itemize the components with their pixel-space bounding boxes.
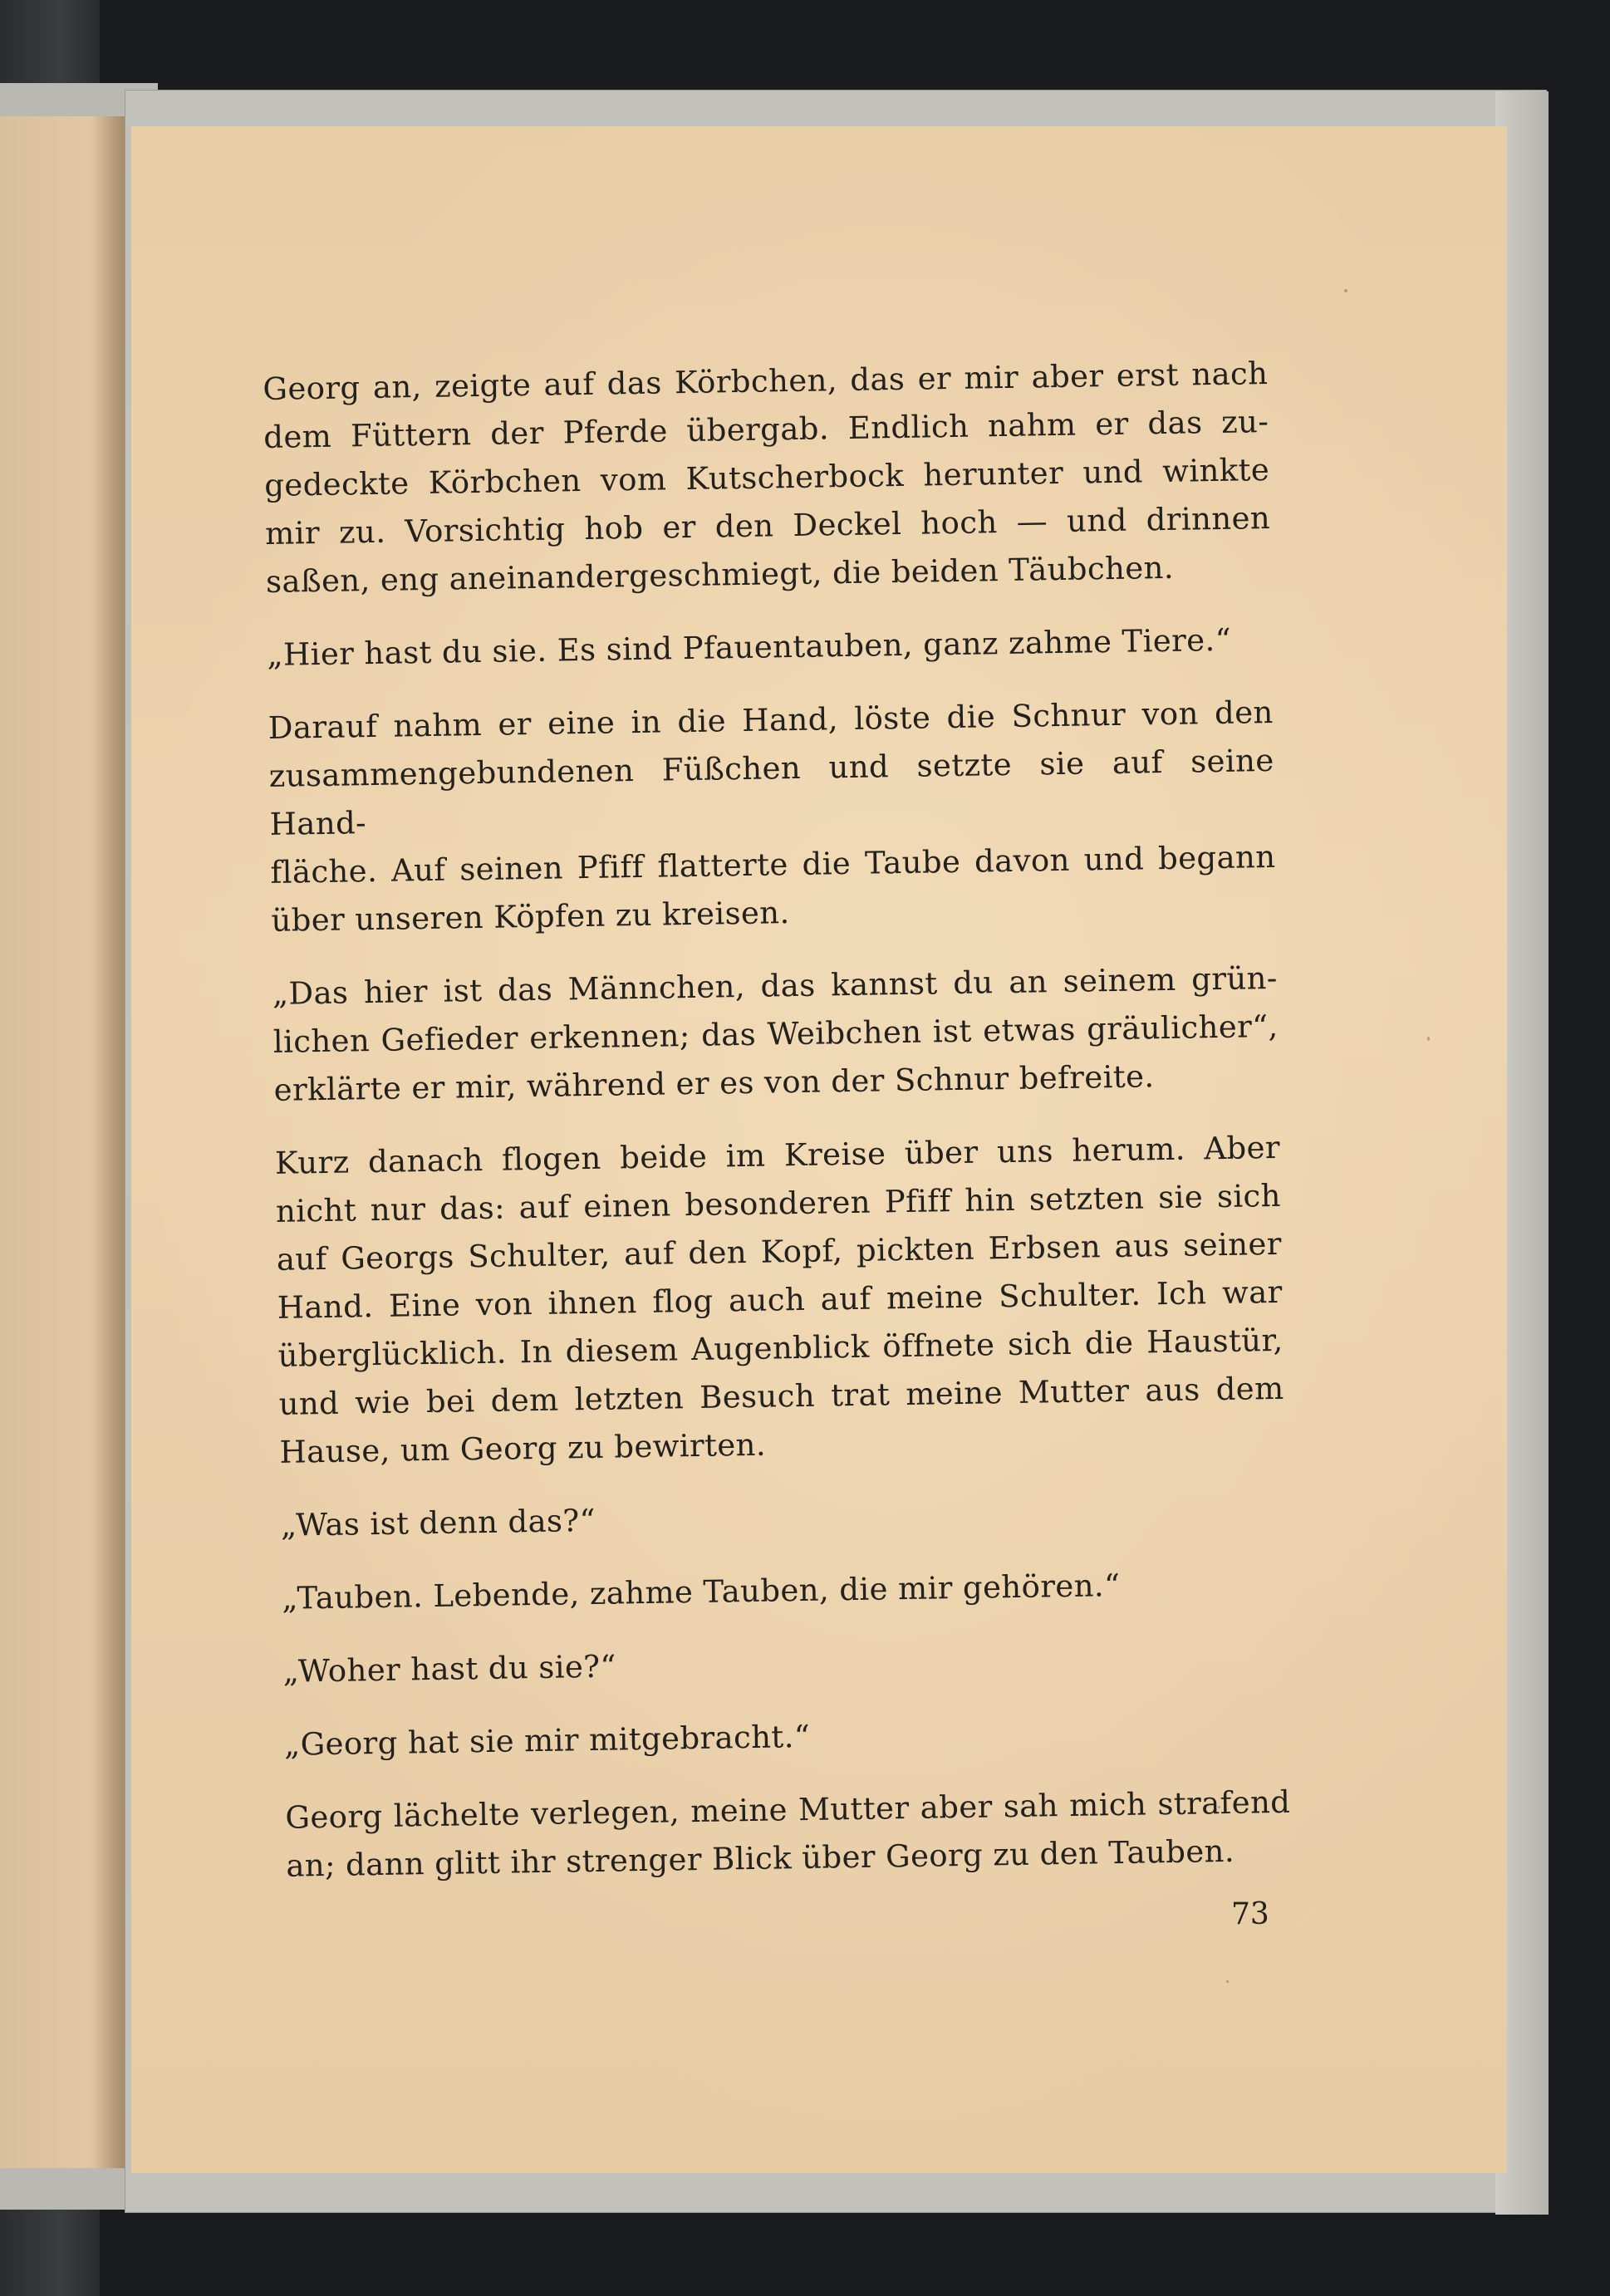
paragraph [282,1632,1288,1696]
text-line: über unseren Köpfen zu kreisen. [271,895,790,939]
text-line: und wie bei dem letzten Besuch trat meine Mutter aus dem [278,1370,1284,1422]
paper-speck [1344,289,1347,292]
paragraph [263,350,1271,606]
text-line: auf Georgs Schulter, auf den Kopf, pickten Erbsen aus seiner [276,1225,1283,1278]
paragraph [268,689,1276,945]
paragraph [282,1559,1288,1623]
text-line: „Tauben. Lebende, zahme Tauben, die mir gehören.“ [281,1567,1121,1617]
text-line: Kurz danach flogen beide im Kreise über uns herum. Aber [274,1129,1281,1181]
text-line: dem Füttern der Pferde übergab. Endlich nahm er das zu- [263,403,1269,455]
text-line: „Georg hat sie mir mitgebracht.“ [283,1718,811,1763]
left-page-gutter-shadow [93,116,126,2168]
text-line: Hand. Eine von ihnen flog auch auf meine Schulter. Ich war [277,1273,1284,1326]
paragraph [275,1124,1285,1477]
text-line: gedeckte Körbchen vom Kutscherbock herunter und winkte [263,451,1270,503]
text-line: mir zu. Vorsichtig hob er den Deckel hoch — und drinnen [264,499,1271,552]
text-line: überglücklich. In diesem Augenblick öffnete sich die Haustür, [277,1322,1284,1374]
text-line: „Das hier ist das Männchen, das kannst du an seinem grün- [272,959,1279,1012]
paper-speck [1226,1980,1229,1983]
text-line: zusammengebundenen Füßchen und setzte sie auf seine Hand- [268,742,1274,842]
paragraph [284,1705,1290,1769]
text-line: „Woher hast du sie?“ [282,1648,617,1690]
text-line: Darauf nahm er eine in die Hand, löste die Schnur von den [268,694,1274,746]
paragraph [280,1486,1286,1550]
text-line: fläche. Auf seinen Pfiff flatterte die Taube davon und begann [270,838,1276,890]
page-number: 73 [1231,1897,1269,1931]
text-line: nicht nur das: auf einen besonderen Pfiff hin setzten sie sich [275,1177,1282,1229]
text-line: Georg lächelte verlegen, meine Mutter aber sah mich strafend [285,1783,1291,1836]
text-line: lichen Gefieder erkennen; das Weibchen ist etwas gräulicher“, [272,1008,1279,1060]
paragraph [285,1778,1292,1891]
text-line: „Was ist denn das?“ [280,1502,596,1543]
text-line: saßen, eng aneinandergeschmiegt, die beiden Täubchen. [265,549,1175,600]
text-line: Georg an, zeigte auf das Körbchen, das er mir aber erst nach [263,355,1269,407]
paragraph [272,954,1279,1115]
paper-speck [1427,1037,1430,1041]
text-line: an; dann glitt ihr strenger Blick über Georg zu den Tauben. [286,1832,1235,1884]
text-line: „Hier hast du sie. Es sind Pfauentauben, ganz zahme Tiere.“ [267,621,1232,673]
text-line: erklärte er mir, während er es von der Schnur befreite. [273,1058,1155,1108]
text-line: Hause, um Georg zu bewirten. [279,1426,767,1470]
paragraph [267,616,1273,679]
body-text [263,350,1292,1916]
